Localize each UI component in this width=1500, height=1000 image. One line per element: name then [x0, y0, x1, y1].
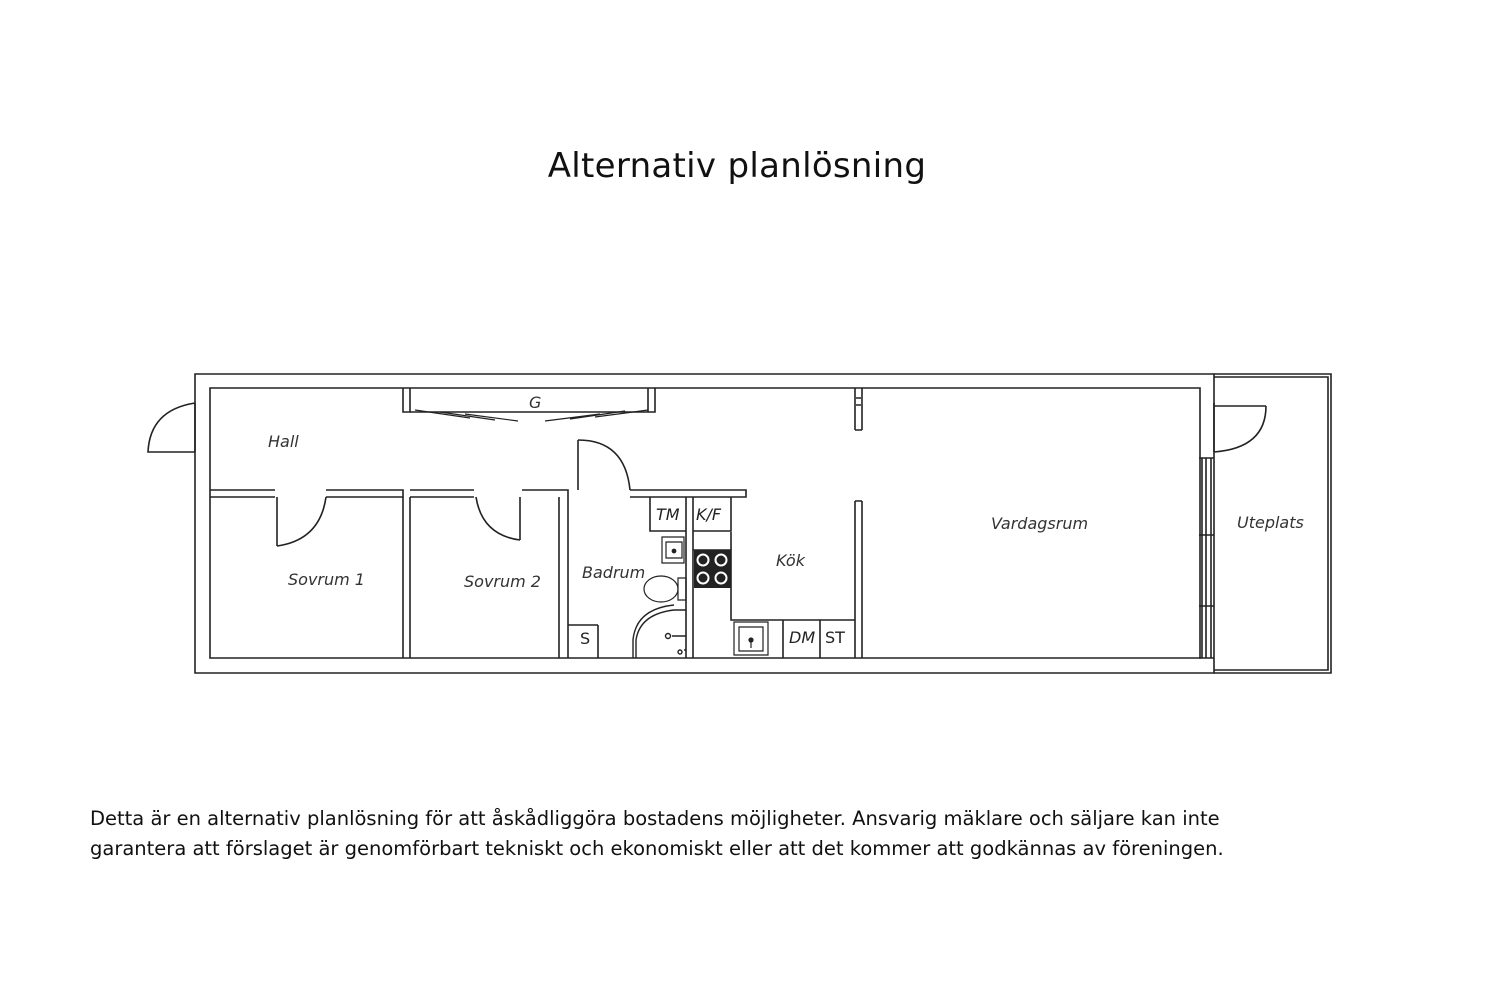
room-label-kok: Kök	[776, 551, 805, 570]
room-label-vardagsrum: Vardagsrum	[991, 514, 1089, 533]
stove-icon	[694, 550, 731, 588]
hall-bottom-wall	[210, 490, 746, 497]
fixture-label-s: S	[580, 629, 591, 648]
room-label-sovrum2: Sovrum 2	[464, 572, 541, 591]
disclaimer-line-1: Detta är en alternativ planlösning för att åskådliggöra bostadens möjligheter. Ansvarig mäklare och säljare kan inte	[90, 807, 1220, 830]
bathroom-door	[578, 440, 630, 490]
room-label-badrum: Badrum	[582, 563, 646, 582]
room-label-uteplats: Uteplats	[1237, 513, 1304, 532]
room-label-garderob: G	[529, 393, 542, 412]
kitchen-sink	[734, 622, 768, 655]
room-label-hall: Hall	[268, 432, 299, 451]
bathroom-sink	[662, 537, 684, 563]
fixture-label-tm: TM	[656, 505, 680, 524]
room-label-sovrum1: Sovrum 1	[288, 570, 365, 589]
toilet	[644, 576, 686, 602]
disclaimer	[90, 804, 1430, 864]
page-title: Alternativ planlösning	[547, 146, 927, 186]
bedroom2-door	[476, 497, 520, 540]
shower	[633, 605, 686, 658]
entrance-door	[148, 403, 195, 452]
balcony-windows	[1199, 458, 1214, 658]
fixture-label-dm: DM	[789, 628, 816, 647]
fixture-label-kf: K/F	[696, 505, 722, 524]
kitchen-living-wall	[855, 388, 862, 658]
fixture-label-st: ST	[825, 628, 845, 647]
disclaimer-line-2: garantera att förslaget är genomförbart tekniskt och ekonomiskt eller att det kommer att godkännas av föreningen.	[90, 837, 1224, 860]
balcony-door	[1214, 403, 1266, 452]
bedroom1-door	[277, 497, 326, 546]
